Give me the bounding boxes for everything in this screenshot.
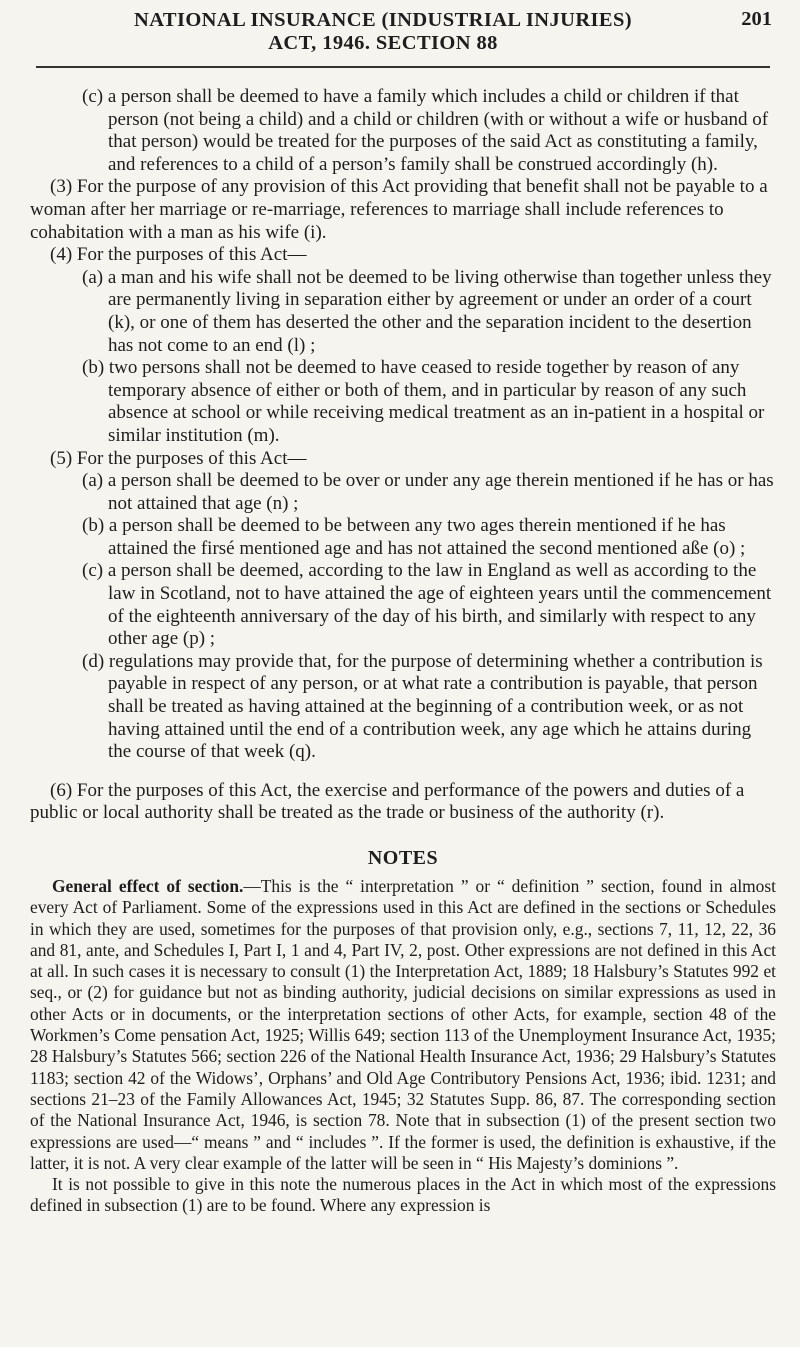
page-header	[30, 0, 776, 60]
subsection-5a: (a) a person shall be deemed to be over or under any age therein mentioned if he has or has not attained that age (n) ;	[82, 470, 774, 514]
notes-paragraph-2: It is not possible to give in this note the numerous places in the Act in which most of the expressions defined in subsection (1) are to be found. Where any expression is	[30, 1174, 776, 1216]
statute-text	[30, 86, 776, 825]
notes-paragraph-1	[30, 876, 776, 1174]
spacer	[30, 764, 776, 780]
subsection-5: (5) For the purposes of this Act—	[50, 447, 307, 469]
subsection-5c: (c) a person shall be deemed, according to the law in England as well as according to the law in Scotland, not to have attained the age of eighteen years until the commencement of the eighteenth anniversary of the day of his birth, and similarly with respect to any other age (p) ;	[82, 560, 772, 650]
page-number: 201	[741, 8, 772, 30]
running-subtitle: ACT, 1946. SECTION 88	[268, 32, 498, 54]
subsection-5b: (b) a person shall be deemed to be between any two ages therein mentioned if he has attained the firsé mentioned age and has not attained the second mentioned aße (o) ;	[82, 515, 746, 559]
header-rule	[36, 66, 770, 68]
notes-lead: General effect of section.	[52, 876, 244, 896]
notes-paragraph-1-body: —This is the “ interpretation ” or “ definition ” section, found in almost every Act of Parliament. Some of the expressions used in this Act are defined in the sections or Schedules in which they are used, sometimes for the purposes of that provision only, e.g., sections 7, 11, 12, 22, 36 and 81, ante, and Schedules I, Part I, 1 and 4, Part IV, 2, post. Other expressions are not defined in this Act at all. In such cases it is necessary to consult (1) the Interpretation Act, 1889; 18 Halsbury’s Statutes 992 et seq., or (2) for guidance but not as binding authority, judicial decisions on similar expressions as used in other Acts or in documents, or the interpretation sections of other Acts, for example, section 48 of the Workmen’s Come pensation Act, 1925; Willis 649; section 113 of the Unemployment Insurance Act, 1935; 28 Halsbury’s Statutes 566; section 226 of the National Health Insurance Act, 1936; 29 Halsbury’s Statutes 1183; section 42 of the Widows’, Orphans’ and Old Age Contributory Pensions Act, 1936; ibid. 1231; and sections 21–23 of the Family Allowances Act, 1945; 32 Statutes Supp. 86, 87. The corresponding section of the National Insurance Act, 1946, is section 78. Note that in subsection (1) of the present section two expressions are used—“ means ” and “ includes ”. If the former is used, the definition is exhaustive, if the latter, it is not. A very clear example of the latter will be seen in “ His Majesty’s dominions ”.	[30, 876, 776, 1173]
provision-c: (c) a person shall be deemed to have a family which includes a child or children if that person (not being a child) and a child or children (with or without a wife or husband of that person) would be treated for the purposes of the said Act as constituting a family, and references to a child of a person’s family shall be construed accordingly (h).	[82, 86, 769, 175]
notes-heading: NOTES	[367, 847, 439, 869]
subsection-3: (3) For the purpose of any provision of this Act providing that benefit shall not be payable to a woman after her marriage or re-marriage, references to marriage shall include references to cohabitation with a man as his wife (i).	[30, 176, 768, 243]
running-title: NATIONAL INSURANCE (INDUSTRIAL INJURIES)	[133, 9, 633, 31]
notes-text	[30, 876, 776, 1217]
subsection-6: (6) For the purposes of this Act, the exercise and performance of the powers and duties of a public or local authority shall be treated as the trade or business of the authority (r).	[30, 779, 745, 824]
subsection-4: (4) For the purposes of this Act—	[50, 244, 307, 266]
subsection-4a: (a) a man and his wife shall not be deemed to be living otherwise than together unless they are permanently living in separation either by agreement or under an order of a court (k), or one of them has deserted the other and the separation incident to the desertion has not come to an end (l) ;	[82, 266, 772, 356]
subsection-5d: (d) regulations may provide that, for the purpose of determining whether a contribution is payable in respect of any person, or at what rate a contribution is payable, that person shall be treated as having attained at the beginning of a contribution week, or as not having attained until the end of a contribution week, any age which he attains during the course of that week (q).	[82, 650, 763, 763]
subsection-4b: (b) two persons shall not be deemed to have ceased to reside together by reason of any temporary absence of either or both of them, and in particular by reason of any such absence at school or while receiving medical treatment as an in-patient in a hospital or similar institution (m).	[82, 357, 765, 446]
